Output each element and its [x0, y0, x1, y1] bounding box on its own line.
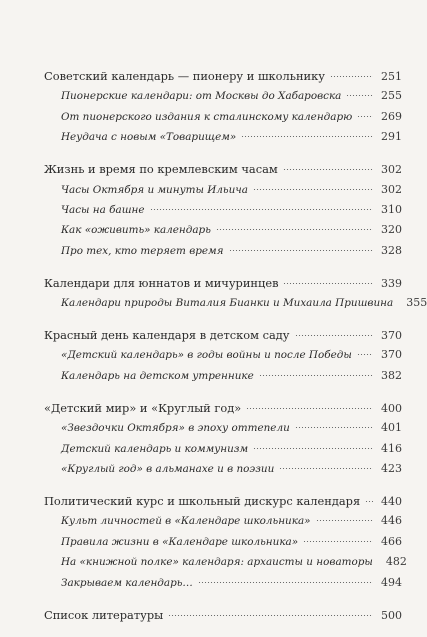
dot-leader: [283, 169, 373, 170]
page-number: 355: [406, 296, 427, 310]
toc-chapter-entry: [44, 605, 402, 625]
page-number: 494: [381, 575, 402, 589]
page-number: 339: [381, 276, 402, 290]
dot-leader: [198, 582, 373, 583]
page-number: 251: [381, 70, 402, 83]
page-number: 500: [381, 608, 402, 622]
subentry-title: Правила жизни в «Календаре школьника»: [61, 535, 299, 548]
subentry-title: Часы Октября и минуты Ильича: [61, 183, 248, 196]
subentry-title: На «книжной полке» календаря: архаисты и новаторы: [61, 556, 373, 569]
dot-leader: [295, 335, 373, 336]
toc-section: [44, 273, 427, 314]
dot-leader: [229, 250, 373, 251]
subentry-title: От пионерского издания к сталинскому календарю: [61, 110, 353, 123]
toc-section: [44, 325, 402, 386]
toc-subentry: [44, 366, 402, 386]
dot-leader: [365, 501, 373, 502]
toc-section: [44, 491, 407, 593]
subentry-title: Детский календарь и коммунизм: [61, 442, 249, 455]
toc-subentry: [44, 459, 402, 479]
dot-leader: [283, 283, 373, 284]
dot-leader: [241, 136, 373, 137]
table-of-contents: [44, 66, 427, 637]
toc-section: [44, 66, 402, 148]
toc-subentry: [44, 439, 402, 459]
toc-subentry: [44, 511, 402, 531]
chapter-title: Советский календарь — пионеру и школьнику: [44, 69, 325, 83]
toc-chapter-entry: [44, 273, 402, 293]
dot-leader: [246, 408, 373, 409]
page-number: 401: [381, 421, 402, 435]
toc-chapter-entry: [44, 159, 402, 179]
toc-subentry: [44, 86, 402, 106]
toc-section: [44, 159, 402, 261]
toc-chapter-entry: [44, 325, 402, 345]
page-number: 416: [381, 441, 402, 455]
toc-chapter-entry: [44, 66, 402, 86]
dot-leader: [295, 427, 373, 428]
page-number: 370: [381, 329, 402, 343]
toc-subentry: [44, 127, 402, 147]
dot-leader: [357, 116, 373, 117]
page-number: 482: [385, 555, 407, 569]
page-number: 328: [381, 243, 402, 257]
toc-subentry: [44, 418, 402, 438]
chapter-title: Жизнь и время по кремлевским часам: [44, 162, 278, 177]
chapter-title: Календари для юннатов и мичуринцев: [44, 275, 279, 290]
subentry-title: Закрываем календарь…: [61, 576, 193, 589]
dot-leader: [346, 95, 373, 96]
subentry-title: «Детский календарь» в годы войны и после Победы: [61, 349, 352, 362]
subentry-title: «Звездочки Октября» в эпоху оттепели: [61, 422, 290, 435]
dot-leader: [330, 76, 373, 77]
page-number: 440: [381, 495, 402, 508]
chapter-title: Политический курс и школьный дискурс календаря: [44, 494, 361, 508]
subentry-title: Как «оживить» календарь: [61, 224, 211, 237]
dot-leader: [279, 468, 373, 469]
page-number: 400: [381, 401, 402, 415]
dot-leader: [216, 229, 373, 230]
chapter-title: Красный день календаря в детском саду: [44, 328, 290, 343]
dot-leader: [150, 209, 373, 210]
subentry-title: Часы на башне: [61, 203, 145, 216]
page-number: 269: [381, 109, 402, 123]
toc-subentry: [44, 200, 402, 220]
toc-subentry: [44, 180, 402, 200]
toc-subentry: [44, 241, 402, 261]
subentry-title: Про тех, кто теряет время: [61, 244, 224, 257]
subentry-title: Культ личностей в «Календаре школьника»: [61, 515, 311, 528]
page-number: 446: [381, 514, 402, 528]
page-number: 466: [381, 534, 402, 548]
toc-subentry: [44, 532, 402, 552]
subentry-title: Неудача с новым «Товарищем»: [61, 131, 237, 144]
subentry-title: Календари природы Виталия Бианки и Михаила Пришвина: [61, 297, 394, 310]
page-number: 320: [381, 223, 402, 237]
toc-chapter-entry: [44, 398, 402, 418]
chapter-title: Список литературы: [44, 607, 164, 622]
subentry-title: «Круглый год» в альманахе и в поэзии: [61, 463, 275, 476]
subentry-title: Календарь на детском утреннике: [61, 369, 254, 382]
page-number: 302: [381, 182, 402, 196]
page-number: 291: [381, 130, 402, 144]
page-number: 302: [381, 163, 402, 177]
dot-leader: [316, 520, 374, 521]
page-number: 370: [381, 348, 402, 362]
dot-leader: [253, 189, 373, 190]
toc-subentry: [44, 107, 402, 127]
dot-leader: [253, 448, 373, 449]
dot-leader: [303, 541, 373, 542]
toc-subentry: [44, 220, 402, 240]
toc-subentry: [44, 293, 427, 313]
toc-subentry: [44, 552, 407, 572]
subentry-title: Пионерские календари: от Москвы до Хабаровска: [61, 90, 342, 103]
chapter-title: «Детский мир» и «Круглый год»: [44, 400, 242, 415]
dot-leader: [168, 615, 373, 616]
dot-leader: [357, 354, 373, 355]
toc-section: [44, 398, 402, 480]
page-number: 255: [381, 89, 402, 103]
toc-subentry: [44, 573, 402, 593]
toc-chapter-entry: [44, 491, 402, 511]
dot-leader: [259, 375, 373, 376]
page-number: 423: [381, 462, 402, 476]
page-number: 382: [381, 368, 402, 382]
toc-section: [44, 605, 402, 625]
page-number: 310: [381, 202, 402, 216]
toc-subentry: [44, 345, 402, 365]
